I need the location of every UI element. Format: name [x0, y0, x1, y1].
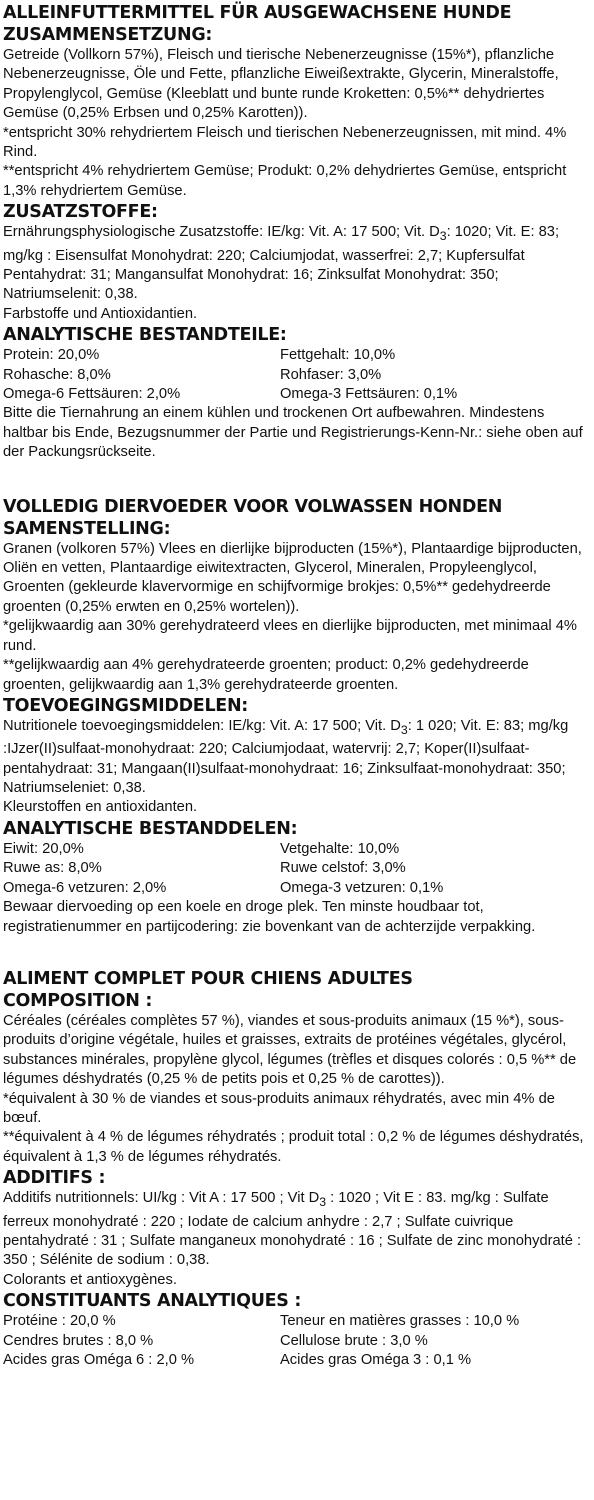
section-spacer [3, 463, 591, 496]
german-analytical-cell: Omega-6 Fettsäuren: 2,0% [3, 386, 181, 403]
dutch-analytical-cell: Omega-3 vetzuren: 0,1% [280, 879, 444, 896]
german-analytical-cell: Fettgehalt: 10,0% [280, 347, 396, 364]
french-analytical-cell: Cellulose brute : 3,0 % [280, 1332, 428, 1349]
german-colorants: Farbstoffe und Antioxidantien. [3, 305, 198, 322]
german-composition-heading: ZUSAMMENSETZUNG: [3, 25, 213, 45]
dutch-additives-part-2: : 1 020; Vit. E: 83; mg/kg :IJzer(II)sulfaat-monohydraat: 220; Calciumjodaat, watervrij: 2,7; Koper(II)sulfaat-pentahydraat: 31; Mangaan(II)sulfaat-monohydraat: 16; Zinksulfaat-monohydraat: 350; Natriumseleniet: 0,38. [3, 717, 569, 797]
dutch-colorants: Kleurstoffen en antioxidanten. [3, 799, 198, 816]
german-additives-part-1: Ernährungsphysiologische Zusatzstoffe: IE/kg: Vit. A: 17 500; Vit. D [3, 224, 440, 241]
french-additives-heading: ADDITIFS : [3, 1168, 106, 1189]
german-additives-text [3, 223, 591, 305]
german-additives-part-2: : 1020; Vit. E: 83; mg/kg : Eisensulfat Monohydrat: 220; Calciumjodat, wasserfrei: 2,7; Kupfersulfat Pentahydrat: 31; Mangansulfat Monohydrat: 16; Zinksulfat Monohydrat: 350; Natriumselenit: 0,38. [3, 224, 560, 303]
french-analytical-heading: CONSTITUANTS ANALYTIQUES : [3, 1291, 302, 1312]
french-composition-text: Céréales (céréales complètes 57 %), viandes et sous-produits animaux (15 %*), sous-produits d’origine végétale, huiles et graisses, extraits de protéines végétales, glycérol, substances minérales, propylène glycol, légumes (trèfles et disques colorés : 0,5 %** de légumes déshydratés (0,25 % de petits pois et 0,25 % de carottes)). [3, 1012, 577, 1088]
french-additives-part-2: : 1020 ; Vit E : 83. mg/kg : Sulfate ferreux monohydraté : 220 ; Iodate de calcium anhydre : 2,7 ; Sulfate cuivrique pentahydraté : 31 ; Sulfate manganeux monohydraté : 16 ; Sulfate de zinc monohydraté : 350 ; Sélénite de sodium : 0,38. [3, 1190, 582, 1269]
german-analytical-cell: Rohfaser: 3,0% [280, 366, 382, 383]
dutch-analytical-cell: Omega-6 vetzuren: 2,0% [3, 879, 167, 896]
french-analytical-cell: Acides gras Oméga 6 : 2,0 % [3, 1351, 195, 1368]
german-storage-text: Bitte die Tiernahrung an einem kühlen und trockenen Ort aufbewahren. Mindestens haltbar bis Ende, Bezugsnummer der Partie und Registrierungs-Kenn-Nr.: siehe oben auf der Packungsrückseite. [3, 405, 583, 461]
dutch-composition-text: Granen (volkoren 57%) Vlees en dierlijke bijproducten (15%*), Plantaardige bijproducten, Oliën en vetten, Plantaardige eiwitextracten, Glycerol, Mineralen, Propyleenglycol, Groenten (gekleurde klavervormige en schijfvormige brokjes: 0,5%** gedehydreerde groenten (0,25% erwten en 0,25% wortelen)). [3, 540, 582, 615]
dutch-footnote-1: *gelijkwaardig aan 30% gerehydrateerd vlees en dierlijke bijproducten, met minimaal 4% rund. [3, 618, 577, 654]
section-spacer [3, 937, 591, 968]
french-additives-text [3, 1189, 591, 1271]
dutch-additives-part-1: Nutritionele toevoegingsmiddelen: IE/kg: Vit. A: 17 500; Vit. D [3, 717, 401, 734]
dutch-additives-heading: TOEVOEGINGSMIDDELEN: [3, 695, 249, 716]
french-analytical-cell: Teneur en matières grasses : 10,0 % [280, 1313, 520, 1330]
dutch-analytical-cell: Vetgehalte: 10,0% [280, 840, 400, 857]
french-footnote-1: *équivalent à 30 % de viandes et sous-produits animaux réhydratés, avec min 4% de bœuf. [3, 1090, 555, 1126]
german-composition-text: Getreide (Vollkorn 57%), Fleisch und tierische Nebenerzeugnisse (15%*), pflanzliche Nebenerzeugnisse, Öle und Fette, pflanzliche Eiweißextrakte, Glycerin, Mineralstoffe, Propylenglycol, Gemüse (Kleeblatt und bunte runde Kroketten: 0,5%** dehydriertes Gemüse (0,25% Erbsen und 0,25% Karotten)). [3, 47, 559, 122]
section-french [3, 968, 591, 1370]
german-additives-heading: ZUSATZSTOFFE: [3, 202, 158, 223]
german-footnote-2: **entspricht 4% rehydriertem Gemüse; Produkt: 0,2% dehydriertes Gemüse, entspricht 1,3% rehydriertem Gemüse. [3, 163, 567, 199]
french-analytical-cell: Cendres brutes : 8,0 % [3, 1332, 154, 1349]
german-additives-subscript: 3 [439, 229, 447, 244]
german-analytical-table [3, 346, 591, 404]
dutch-footnote-2: **gelijkwaardig aan 4% gerehydrateerde groenten; product: 0,2% gedehydreerde groenten, gelijkwaardig aan 1,3% gerehydrateerde groenten. [3, 657, 529, 693]
dutch-analytical-heading: ANALYTISCHE BESTANDDELEN: [3, 818, 298, 839]
german-analytical-cell: Omega-3 Fettsäuren: 0,1% [280, 386, 458, 403]
german-analytical-cell: Protein: 20,0% [3, 347, 100, 364]
dutch-composition-heading: SAMENSTELLING: [3, 518, 171, 539]
french-additives-subscript: 3 [319, 1195, 327, 1210]
dutch-storage-text: Bewaar diervoeding op een koele en droge plek. Ten minste houdbaar tot, registratienummer en partijcodering: zie bovenkant van de achterzijde verpakking. [3, 899, 536, 935]
german-title: ALLEINFUTTERMITTEL FÜR AUSGEWACHSENE HUNDE [3, 3, 512, 23]
french-composition-heading: COMPOSITION : [3, 990, 153, 1011]
french-colorants: Colorants et antioxygènes. [3, 1271, 177, 1288]
french-analytical-cell: Acides gras Oméga 3 : 0,1 % [280, 1351, 472, 1368]
section-dutch [3, 496, 591, 937]
dutch-analytical-table [3, 840, 591, 898]
dutch-additives-text [3, 717, 591, 799]
french-title: ALIMENT COMPLET POUR CHIENS ADULTES [3, 968, 413, 989]
dutch-title: VOLLEDIG DIERVOEDER VOOR VOLWASSEN HONDEN [3, 496, 503, 517]
german-analytical-cell: Rohasche: 8,0% [3, 366, 111, 383]
dutch-analytical-cell: Eiwit: 20,0% [3, 840, 84, 857]
french-analytical-cell: Protéine : 20,0 % [3, 1313, 116, 1330]
german-analytical-heading: ANALYTISCHE BESTANDTEILE: [3, 325, 287, 346]
french-footnote-2: **équivalent à 4 % de légumes réhydratés ; produit total : 0,2 % de légumes déshydratés, équivalent à 1,3 % de légumes réhydratés. [3, 1129, 584, 1165]
dutch-additives-subscript: 3 [400, 722, 408, 737]
french-additives-part-1: Additifs nutritionnels: UI/kg : Vit A : 17 500 ; Vit D [3, 1190, 320, 1207]
french-analytical-table [3, 1312, 591, 1370]
section-german [3, 2, 591, 463]
german-footnote-1: *entspricht 30% rehydriertem Fleisch und tierischen Nebenerzeugnissen, mit mind. 4% Rind. [3, 124, 567, 161]
dutch-analytical-cell: Ruwe celstof: 3,0% [280, 860, 406, 877]
dutch-analytical-cell: Ruwe as: 8,0% [3, 860, 102, 877]
